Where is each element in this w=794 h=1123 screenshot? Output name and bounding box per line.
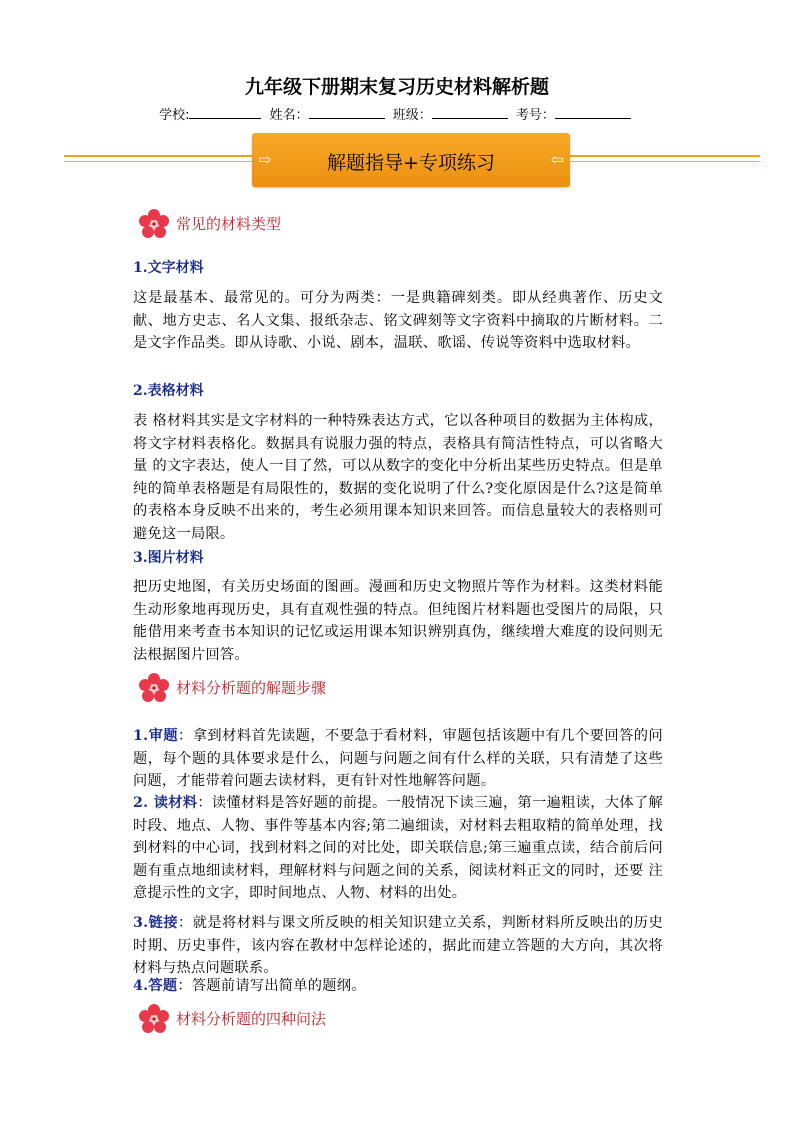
step-1 <box>133 725 663 793</box>
subheading-table-material: 2.表格材料 <box>133 383 204 399</box>
section-banner <box>252 133 570 187</box>
banner-rule-left-thin <box>64 161 254 162</box>
step-4 <box>133 975 663 998</box>
step-4-label: 4.答题 <box>133 978 178 994</box>
banner-rule-right <box>570 155 760 157</box>
page-title: 九年级下册期末复习历史材料解析题 <box>244 76 549 98</box>
step-4-body: ：答题前请写出简单的题纲。 <box>177 978 366 994</box>
name-label: 姓名： <box>269 108 309 123</box>
paragraph-image-material: 把历史地图，有关历史场面的图画。漫画和历史文物照片等作为材料。这类材料能生动形象地再现历史，具有直观性强的特点。但纯图片材料题也受图片的局限，只能借用来考查书本知识的记忆或运用课本知识辨别真伪，继续增大难度的设问则无法根据图片回答。 <box>133 579 663 663</box>
step-3 <box>133 912 663 980</box>
subheading-text-material: 1.文字材料 <box>133 260 204 276</box>
class-label: 班级： <box>392 108 432 123</box>
chevron-right-icon: ⇨ <box>258 150 272 169</box>
school-blank <box>189 106 261 119</box>
subheading-image-material: 3.图片材料 <box>133 550 204 566</box>
banner-rule-right-thin <box>570 161 760 162</box>
flower-icon <box>138 672 170 704</box>
banner-rule-left <box>64 155 254 157</box>
class-blank <box>432 106 508 119</box>
section-heading-text: 材料分析题的四种问法 <box>176 1010 327 1028</box>
step-2-label: 2. 读材料 <box>133 795 198 811</box>
paragraph-table-material: 表 格材料其实是文字材料的一种特殊表达方式，它以各种项目的数据为主体构成，将文字材料表格化。数据具有说服力强的特点，表格具有简洁性特点，可以省略大量 的文字表达，使人一目了然，可以从数字的变化中分析出某些历史特点。但是单纯的简单表格题是有局限性的，数据的变化说明了什么?变化原因是什么?这是简单 的表格本身反映不出来的，考生必须用课本知识来回答。而信息量较大的表格则可避免这一局限。 <box>133 413 663 542</box>
name-blank <box>309 106 385 119</box>
school-label: 学校: <box>159 108 190 123</box>
step-1-body: ：拿到材料首先读题，不要急于看材料，审题包括该题中有几个要回答的问题，每个题的具体要求是什么，问题与问题之间有什么样的关联，只有清楚了这些问题，才能带着问题去读材料，更有针对性地解答问题。 <box>133 728 663 789</box>
section-heading-text: 常见的材料类型 <box>176 215 282 233</box>
flower-icon <box>138 1003 170 1035</box>
exam-no-label: 考号： <box>515 108 555 123</box>
flower-icon <box>138 208 170 240</box>
paragraph-text-material: 这是最基本、最常见的。可分为两类：一是典籍碑刻类。即从经典著作、历史文献、地方史志、名人文集、报纸杂志、铭文碑刻等文字资料中摘取的片断材料。二是文字作品类。即从诗歌、小说、剧本，温联、歌谣、传说等资料中选取材料。 <box>133 290 663 351</box>
exam-no-blank <box>555 106 631 119</box>
step-3-label: 3.链接 <box>133 915 179 931</box>
step-2-body: ：读懂材料是答好题的前提。一般情况下读三遍，第一遍粗读，大体了解时段、地点、人物、事件等基本内容;第二遍细读，对材料去粗取精的简单处理，找 到材料的中心词，找到材料之间的对比处，即关联信息;第三遍重点读，结合前后问题有重点地细读材料，理解材料与问题之间的关系，阅读材料正文的同时，还要 注意提示性的文字，即时间地点、人物、材料的出处。 <box>133 795 663 901</box>
student-info-row <box>0 104 794 123</box>
step-2 <box>133 792 663 905</box>
banner-label: 解题指导+专项练习 <box>327 152 495 174</box>
step-1-label: 1.审题 <box>133 728 179 744</box>
section-heading-text: 材料分析题的解题步骤 <box>176 679 327 697</box>
chevron-left-icon: ⇦ <box>550 150 564 169</box>
step-3-body: ：就是将材料与课文所反映的相关知识建立关系，判断材料所反映出的历史时期、历史事件，该内容在教材中怎样论述的，据此而建立答题的大方向，其次将材料与热点问题联系。 <box>133 915 663 976</box>
